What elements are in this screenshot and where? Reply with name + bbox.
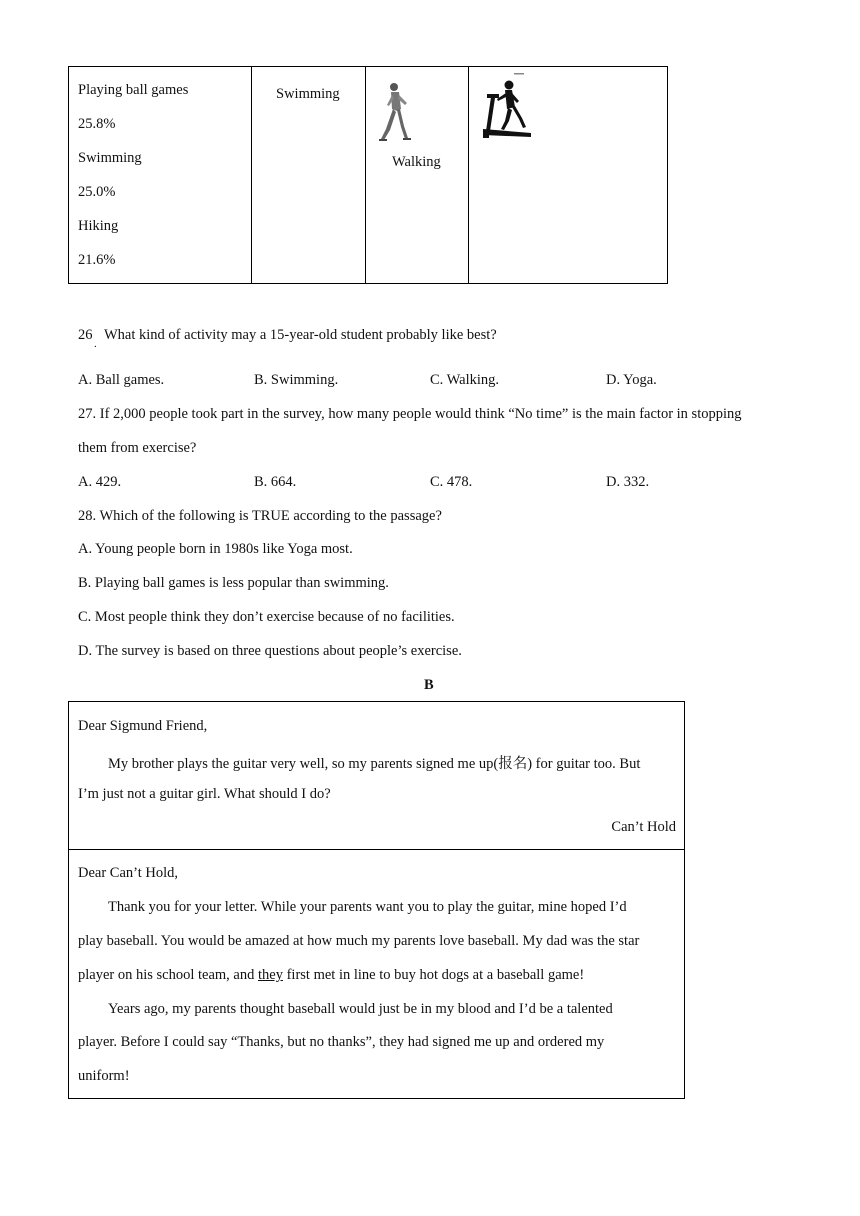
question-28-text: 28. Which of the following is TRUE according to the passage? bbox=[78, 508, 442, 524]
question-26-text: What kind of activity may a 15-year-old student probably like best? bbox=[104, 327, 497, 343]
table-column-divider bbox=[365, 67, 366, 283]
letter2-greeting: Dear Can’t Hold, bbox=[78, 865, 178, 881]
table-cell-walking: Walking bbox=[392, 154, 441, 170]
letter1-greeting: Dear Sigmund Friend, bbox=[78, 718, 208, 734]
q26-option-b: B. Swimming. bbox=[254, 372, 339, 388]
treadmill-runner-icon bbox=[479, 73, 533, 139]
letter1-body-line: I’m just not a guitar girl. What should I do? bbox=[78, 786, 331, 802]
letter2-body-line: play baseball. You would be amazed at how much my parents love baseball. My dad was the star bbox=[78, 933, 640, 949]
activity-label: Hiking bbox=[78, 218, 119, 234]
question-27-text-cont: them from exercise? bbox=[78, 440, 197, 456]
question-26-dot: . bbox=[94, 338, 97, 350]
activity-percent: 25.8% bbox=[78, 116, 116, 132]
letter2-body-line bbox=[78, 967, 584, 984]
text-segment: player on his school team, and bbox=[78, 967, 258, 983]
q26-option-d: D. Yoga. bbox=[606, 372, 657, 388]
question-27-text: 27. If 2,000 people took part in the survey, how many people would think “No time” is the main factor in stopping bbox=[78, 406, 742, 422]
activity-percent: 25.0% bbox=[78, 184, 116, 200]
q28-option-b: B. Playing ball games is less popular than swimming. bbox=[78, 575, 389, 591]
q28-option-c: C. Most people think they don’t exercise because of no facilities. bbox=[78, 609, 455, 625]
q27-option-a: A. 429. bbox=[78, 474, 122, 490]
letter2-body-line: Years ago, my parents thought baseball would just be in my blood and I’d be a talented bbox=[108, 1001, 613, 1017]
table-column-divider bbox=[468, 67, 469, 283]
underlined-word: they bbox=[258, 967, 283, 983]
letter1-body-line: My brother plays the guitar very well, so my parents signed me up(报名) for guitar too. But bbox=[108, 756, 641, 772]
letter2-body-line: player. Before I could say “Thanks, but no thanks”, they had signed me up and ordered my bbox=[78, 1034, 605, 1050]
activity-percent: 21.6% bbox=[78, 252, 116, 268]
letter2-body-line: uniform! bbox=[78, 1068, 130, 1084]
activity-label: Playing ball games bbox=[78, 82, 189, 98]
q28-option-d: D. The survey is based on three questions about people’s exercise. bbox=[78, 643, 462, 659]
activity-table bbox=[68, 66, 668, 284]
q28-option-a: A. Young people born in 1980s like Yoga most. bbox=[78, 541, 353, 557]
letter2-body-line: Thank you for your letter. While your parents want you to play the guitar, mine hoped I’d bbox=[108, 899, 627, 915]
table-column-divider bbox=[251, 67, 252, 283]
q26-option-a: A. Ball games. bbox=[78, 372, 165, 388]
q26-option-c: C. Walking. bbox=[430, 372, 500, 388]
letters-box bbox=[68, 701, 685, 1099]
section-heading: B bbox=[424, 677, 434, 693]
q27-option-b: B. 664. bbox=[254, 474, 297, 490]
q27-option-d: D. 332. bbox=[606, 474, 650, 490]
text-segment: first met in line to buy hot dogs at a baseball game! bbox=[282, 967, 585, 983]
letter-divider bbox=[69, 849, 684, 850]
question-26-number: 26 bbox=[78, 327, 93, 343]
activity-label: Swimming bbox=[78, 150, 142, 166]
walking-person-icon bbox=[375, 79, 415, 143]
q27-option-c: C. 478. bbox=[430, 474, 473, 490]
letter1-signature: Can’t Hold bbox=[611, 819, 676, 835]
table-cell-swimming: Swimming bbox=[276, 86, 340, 102]
